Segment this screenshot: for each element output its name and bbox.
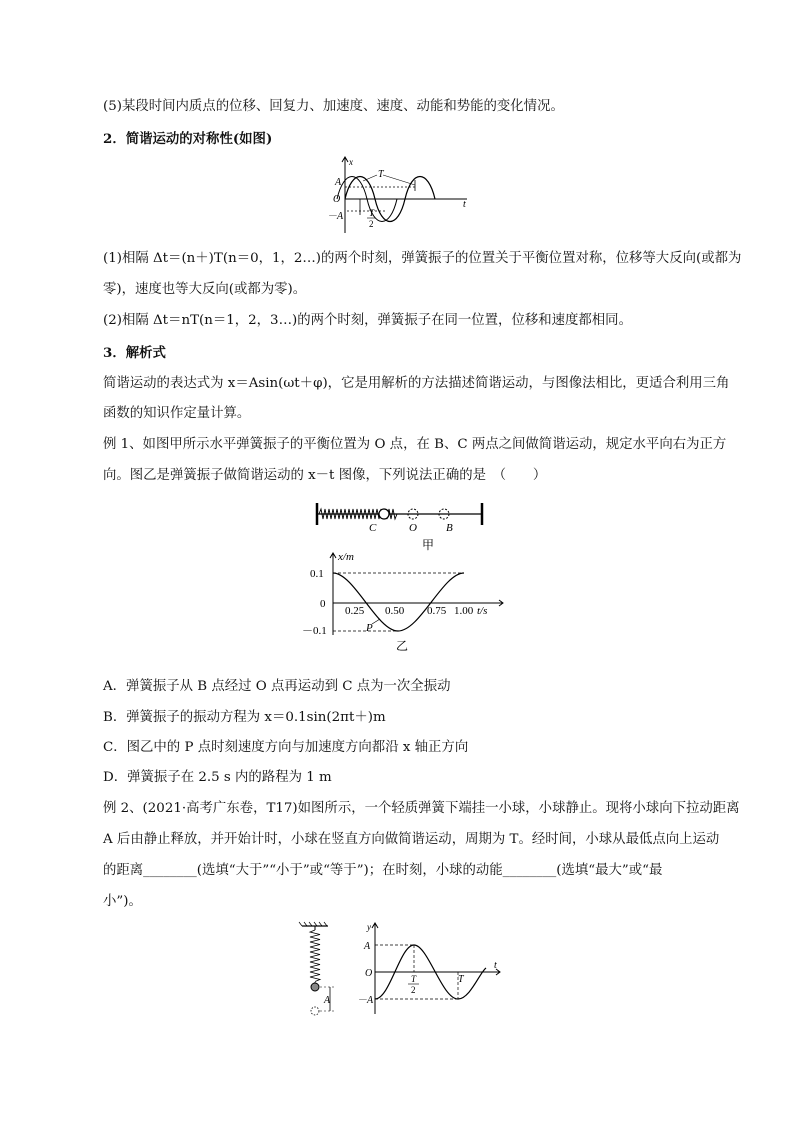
text-line: (2)相隔 Δt＝nT(n＝1，2，3…)的两个时刻，弹簧振子在同一位置，位移和速度都相同。 (103, 313, 632, 328)
ball (379, 509, 389, 519)
x-tick-4: 1.00 (454, 605, 474, 617)
text-line: A 后由静止释放，并开始计时，小球在竖直方向做简谐运动，周期为 T。经时间，小球从最低点向上运动 (103, 832, 720, 847)
neg-amplitude-label: －A (327, 211, 344, 222)
spring (310, 930, 320, 982)
y-tick-top: 0.1 (310, 568, 324, 580)
amplitude-label: A (364, 941, 371, 952)
t-axis-label: t (494, 960, 497, 971)
figure-caption: 甲 (422, 538, 435, 552)
t-axis-label: t (463, 199, 466, 210)
y-tick-zero: 0 (320, 598, 326, 610)
neg-amplitude-label: －A (357, 995, 374, 1006)
option-C: C．图乙中的 P 点时刻速度方向与加速度方向都沿 x 轴正方向 (103, 740, 469, 755)
half-period-numerator: T (369, 208, 375, 218)
x-label: x (349, 157, 353, 167)
option-A: A．弹簧振子从 B 点经过 O 点再运动到 C 点为一次全振动 (103, 679, 451, 694)
half-period-numerator: T (411, 974, 417, 984)
point-O-label: O (409, 522, 417, 534)
period-label: T (378, 169, 384, 180)
symmetry-diagram (325, 155, 475, 235)
text-line: 向。图乙是弹簧振子做简谐运动的 x－t 图像，下列说法正确的是 （ ） (103, 468, 547, 483)
x-unit-label: t/s (477, 605, 488, 617)
ball (311, 983, 319, 991)
ball-ghost (311, 1007, 319, 1015)
half-period-denominator: 2 (369, 219, 374, 229)
y-axis-label: x/m (338, 551, 354, 563)
vertical-spring-graph (290, 920, 510, 1020)
option-B: B．弹簧振子的振动方程为 x＝0.1sin(2πt＋)m (103, 710, 386, 725)
text-line: (5)某段时间内质点的位移、回复力、加速度、速度、动能和势能的变化情况。 (103, 99, 564, 114)
x-tick-2: 0.50 (385, 605, 405, 617)
section-heading: 3．解析式 (103, 345, 166, 361)
point-P-label: P (366, 622, 373, 634)
y-tick-bottom: －0.1 (302, 625, 327, 637)
origin-label: O (365, 968, 373, 979)
point-C-label: C (369, 522, 377, 534)
amplitude-label: A (335, 177, 342, 188)
point-B-label: B (446, 522, 453, 534)
period-label: T (458, 974, 464, 985)
figure-caption: 乙 (396, 639, 409, 653)
text-line: 简谐运动的表达式为 x＝Asin(ωt＋φ)，它是用解析的方法描述简谐运动，与图像法相比，更适合利用三角 (103, 376, 730, 391)
text-line: 小”)。 (103, 894, 142, 909)
section-heading: 2．简谐运动的对称性(如图) (103, 131, 273, 147)
y-axis-label: y (367, 922, 371, 932)
text-line: 的距离________(选填“大于”“小于”或“等于”)；在时刻，小球的动能________(选填“最大”或“最 (103, 863, 663, 878)
origin-label: O (333, 194, 341, 205)
cosine-curve (333, 573, 464, 631)
text-line: 例 1、如图甲所示水平弹簧振子的平衡位置为 O 点，在 B、C 两点之间做简谐运动，规定水平向右为正方 (103, 437, 727, 452)
displacement-A-label: A (324, 995, 331, 1006)
spring-oscillator-diagram (313, 497, 488, 552)
x-tick-1: 0.25 (345, 605, 365, 617)
half-period-denominator: 2 (411, 985, 416, 995)
x-t-graph (300, 550, 510, 655)
text-line: 例 2、(2021·高考广东卷，T17)如图所示，一个轻质弹簧下端挂一小球，小球静止。现将小球向下拉动距离 (103, 801, 740, 816)
option-D: D．弹簧振子在 2.5 s 内的路程为 1 m (103, 770, 332, 785)
x-tick-3: 0.75 (427, 605, 447, 617)
text-line: (1)相隔 Δt＝(n＋)T(n＝0，1，2…)的两个时刻，弹簧振子的位置关于平衡位置对称，位移等大反向(或都为 (103, 251, 742, 266)
text-line: 函数的知识作定量计算。 (103, 406, 251, 421)
text-line: 零)，速度也等大反向(或都为零)。 (103, 282, 307, 297)
